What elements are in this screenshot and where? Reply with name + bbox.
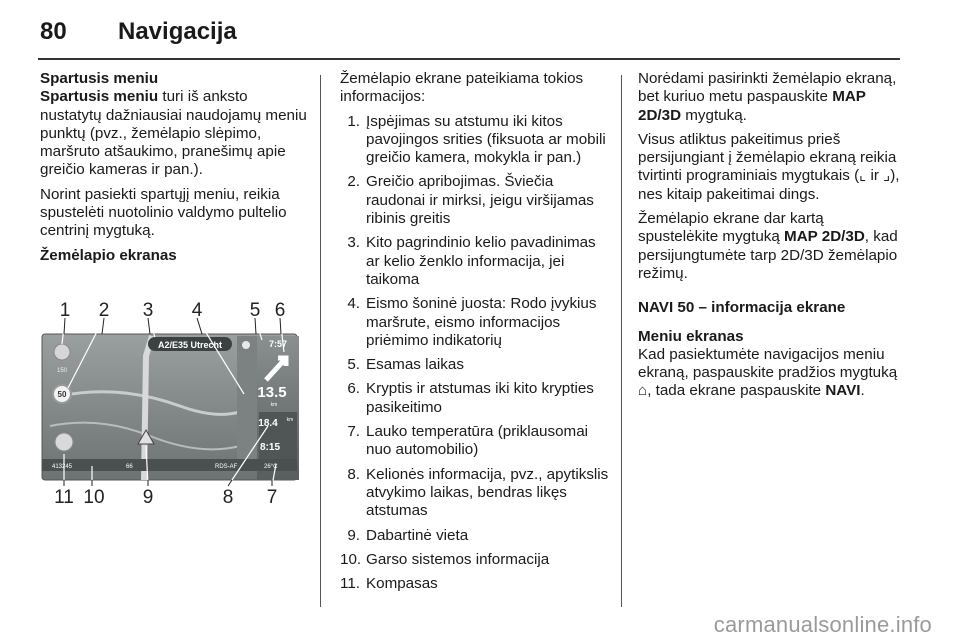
paragraph-text: Norėdami pasirinkti žemėlapio ekraną, bet kuriuo metu paspauskite xyxy=(638,70,897,106)
paragraph-text: turi iš anksto nustatytų dažniausiai naudojamų meniu punktų (pvz., žemėlapio slėpimo, maršruto atšaukimo, pranešimų apie greičio kameras ir pan.). xyxy=(40,88,307,179)
header-rule xyxy=(38,58,900,60)
list-number: 6. xyxy=(347,380,360,398)
list-number: 9. xyxy=(347,526,360,544)
trip-distance: 18.4 xyxy=(258,418,278,429)
paragraph-text: Žemėlapio ekrane dar kartą spustelėkite mygtuką xyxy=(638,210,824,246)
column-divider-2 xyxy=(621,75,622,607)
map-2d-3d-button-label: MAP 2D/3D xyxy=(638,88,866,124)
list-item xyxy=(340,575,610,593)
list-number: 4. xyxy=(347,295,360,313)
section-heading-menu-screen: Meniu ekranas xyxy=(638,327,744,345)
paragraph-menu-screen xyxy=(638,346,906,401)
callout-7: 7 xyxy=(266,487,278,508)
spacer xyxy=(638,289,906,299)
column-divider-1 xyxy=(320,75,321,607)
list-text: Kryptis ir atstumas iki kito krypties pasikeitimo xyxy=(366,380,594,416)
callout-10: 10 xyxy=(83,487,105,508)
audio-info: 413245 xyxy=(52,464,73,470)
list-number: 3. xyxy=(347,234,360,252)
paragraph-text: , kad persijungtumėte tarp 2D/3D žemėlapio režimų. xyxy=(638,228,898,282)
list-item xyxy=(340,423,610,460)
list-number: 2. xyxy=(347,173,360,191)
column-2 xyxy=(340,70,610,599)
road-label: A2/E35 Utrecht xyxy=(157,340,223,350)
list-number: 7. xyxy=(347,423,360,441)
map-screen-intro: Žemėlapio ekrane pateikiama tokios informacijos: xyxy=(340,70,584,106)
section-heading-navi50: NAVI 50 – informacija ekrane xyxy=(638,299,846,317)
paragraph-text: , tada ekrane paspauskite xyxy=(647,382,826,400)
status-bar xyxy=(42,459,297,471)
section-heading-quick-menu: Spartusis meniu xyxy=(40,70,159,87)
callout-11: 11 xyxy=(54,487,74,508)
list-text: Garso sistemos informacija xyxy=(366,550,550,568)
paragraph-confirm-changes: Visus atliktus pakeitimus prieš persijungiant į žemėlapio ekraną reikia tvirtinti programiniais mygtukais (⌞ ir ⌟), nes kitaip pakeitimai dings. xyxy=(638,130,900,203)
list-number: 5. xyxy=(347,356,360,374)
list-item xyxy=(340,295,610,350)
current-time: 7:57 xyxy=(268,339,288,349)
list-item xyxy=(340,551,610,569)
callout-1: 1 xyxy=(59,300,71,321)
list-item xyxy=(340,234,610,289)
list-text: Eismo šoninė juosta: Rodo įvykius maršrute, eismo informacijos priėmimo indikatorių xyxy=(366,295,597,349)
callout-2: 2 xyxy=(98,300,110,321)
term-quick-menu: Spartusis meniu xyxy=(40,88,159,106)
list-text: Kompasas xyxy=(366,575,438,593)
callout-9: 9 xyxy=(142,487,154,508)
callout-6: 6 xyxy=(274,300,286,321)
arrival-time: 8:15 xyxy=(259,442,281,453)
navi-button-label: NAVI xyxy=(825,382,861,400)
traffic-indicator-icon xyxy=(242,341,250,349)
list-number: 11. xyxy=(340,575,360,593)
list-text: Kelionės informacija, pvz., apytikslis atvykimo laikas, bendras likęs atstumas xyxy=(366,465,609,520)
map-screen-legend-list xyxy=(340,113,610,594)
warning-icon xyxy=(54,344,70,360)
list-number: 10. xyxy=(340,550,362,568)
paragraph-text: . xyxy=(860,382,865,400)
callout-8: 8 xyxy=(222,487,234,508)
list-item xyxy=(340,527,610,545)
list-item xyxy=(340,466,610,521)
paragraph-select-map xyxy=(638,70,906,125)
list-text: Įspėjimas su atstumu iki kitos pavojingos srities (fiksuota ar mobili greičio kamera, mokykla ir pan.) xyxy=(366,112,606,167)
spacer xyxy=(638,318,906,328)
page-number: 80 xyxy=(40,18,67,45)
column-1 xyxy=(40,70,308,265)
list-item xyxy=(340,113,610,168)
paragraph-text: mygtuką. xyxy=(681,106,747,124)
paragraph-quick-menu xyxy=(40,88,308,179)
map-screen-illustration xyxy=(40,296,303,508)
list-text: Dabartinė vieta xyxy=(366,526,469,544)
speed-limit-value: 50 xyxy=(57,390,67,399)
outside-temperature: 26°C xyxy=(264,464,278,470)
audio-info-channel: 66 xyxy=(126,464,133,470)
rds-indicator: RDS-AF xyxy=(215,464,238,470)
compass-icon xyxy=(55,433,73,451)
list-text: Kito pagrindinio kelio pavadinimas ar kelio ženklo informacija, jei taikoma xyxy=(366,234,596,288)
callout-5: 5 xyxy=(249,300,261,321)
paragraph-toggle-2d-3d xyxy=(638,210,906,283)
section-heading-map-screen: Žemėlapio ekranas xyxy=(40,246,177,264)
list-item xyxy=(340,380,610,417)
paragraph-access-quick-menu: Norint pasiekti spartųjį meniu, reikia spustelėti nuotolinio valdymo pultelio centrinį mygtuką. xyxy=(40,185,287,240)
list-text: Greičio apribojimas. Šviečia raudonai ir mirksi, jeigu viršijamas ribinis greitis xyxy=(366,173,594,228)
map-screen-figure xyxy=(40,296,303,508)
map-2d-3d-button-label: MAP 2D/3D xyxy=(784,228,865,246)
callout-3: 3 xyxy=(142,300,154,321)
home-icon: ⌂ xyxy=(638,382,648,400)
column-3 xyxy=(638,70,906,407)
list-text: Esamas laikas xyxy=(366,356,464,374)
turn-distance-unit: km xyxy=(270,402,278,408)
watermark: carmanualsonline.info xyxy=(713,612,932,637)
trip-distance-unit: km xyxy=(286,417,294,423)
list-text: Lauko temperatūra (priklausomai nuo automobilio) xyxy=(366,423,589,459)
list-number: 8. xyxy=(347,465,360,483)
list-item xyxy=(340,356,610,374)
turn-distance: 13.5 xyxy=(257,384,287,401)
paragraph-text: Kad pasiektumėte navigacijos meniu ekraną, paspauskite pradžios mygtuką xyxy=(638,345,898,382)
chapter-title: Navigacija xyxy=(118,18,237,45)
callout-4: 4 xyxy=(191,300,203,321)
warning-distance: 150 xyxy=(56,368,68,374)
list-item xyxy=(340,173,610,228)
list-number: 1. xyxy=(347,112,360,130)
